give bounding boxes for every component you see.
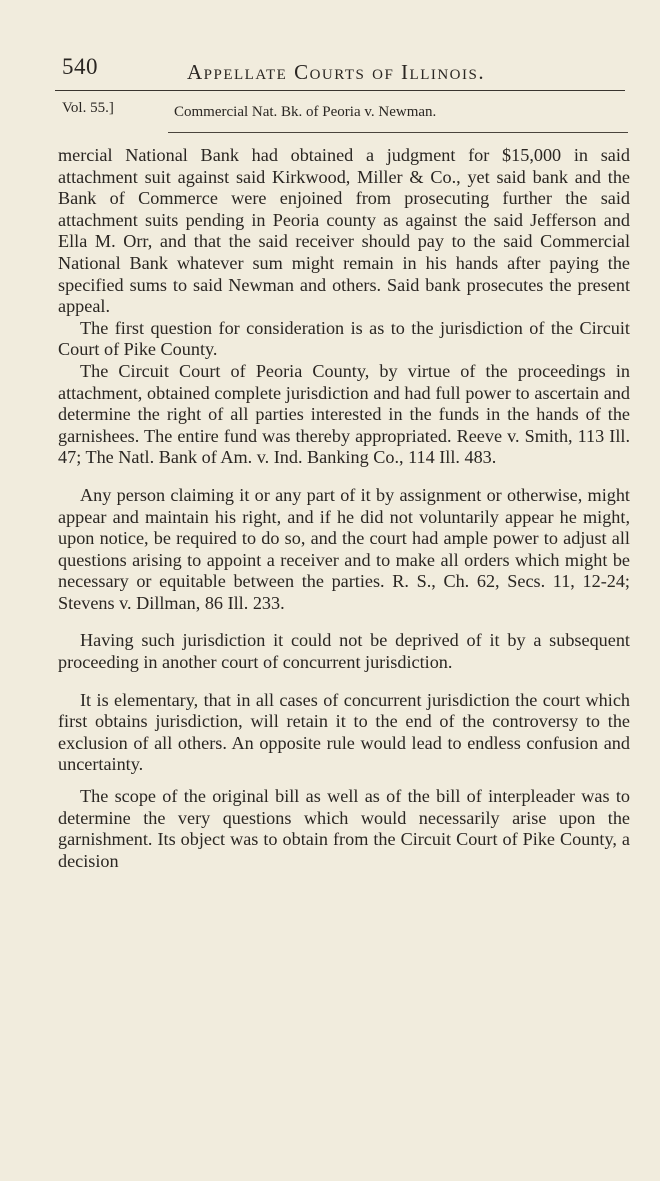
paragraph: The first question for consideration is as to the jurisdiction of the Circuit Court of Pike County. <box>58 317 630 360</box>
volume-label: Vol. 55.] <box>62 100 114 116</box>
case-header <box>62 100 622 126</box>
page-header <box>62 52 627 92</box>
paragraph: It is elementary, that in all cases of concurrent jurisdiction the court which first obtains jurisdiction, will retain it to the end of the controversy to the exclusion of all others. An opposite rule would lead to endless confusion and uncertainty. <box>58 689 630 775</box>
header-rule <box>55 90 625 91</box>
page-number: 540 <box>62 54 98 79</box>
body-text <box>58 145 630 1175</box>
case-rule <box>168 132 628 133</box>
paragraph: Having such jurisdiction it could not be deprived of it by a subsequent proceeding in another court of concurrent jurisdiction. <box>58 630 630 673</box>
paragraph: Any person claiming it or any part of it by assignment or otherwise, might appear and maintain his right, and if he did not voluntarily appear he might, upon notice, be required to do so, and the court had ample power to adjust all questions arising to appoint a receiver and to make all orders which might be necessary or equitable between the parties. R. S., Ch. 62, Secs. 11, 12-24; Stevens v. Dillman, 86 Ill. 233. <box>58 484 630 613</box>
paragraph: The scope of the original bill as well as of the bill of interpleader was to determine the very questions which would necessarily arise upon the garnishment. Its object was to obtain from the Circuit Court of Pike County, a decision <box>58 786 630 871</box>
case-title: Commercial Nat. Bk. of Peoria v. Newman. <box>174 104 437 120</box>
paragraph: mercial National Bank had obtained a judgment for $15,000 in said attachment suit against said Kirkwood, Miller & Co., yet said bank and the Bank of Commerce were enjoined from prosecuting further the said attachment suits pending in Peoria county as against the said Jefferson and Ella M. Orr, and that the said receiver should pay to the said Commercial National Bank whatever sum might remain in his hands after paying the specified sums to said Newman and others. Said bank prosecutes the present appeal. <box>58 145 630 317</box>
paragraph: The Circuit Court of Peoria County, by virtue of the proceedings in attachment, obtained complete jurisdiction and had full power to ascertain and determine the right of all parties interested in the funds in the hands of the garnishees. The entire fund was thereby appropriated. Reeve v. Smith, 113 Ill. 47; The Natl. Bank of Am. v. Ind. Banking Co., 114 Ill. 483. <box>58 360 630 468</box>
running-title: Appellate Courts of Illinois. <box>187 60 486 84</box>
